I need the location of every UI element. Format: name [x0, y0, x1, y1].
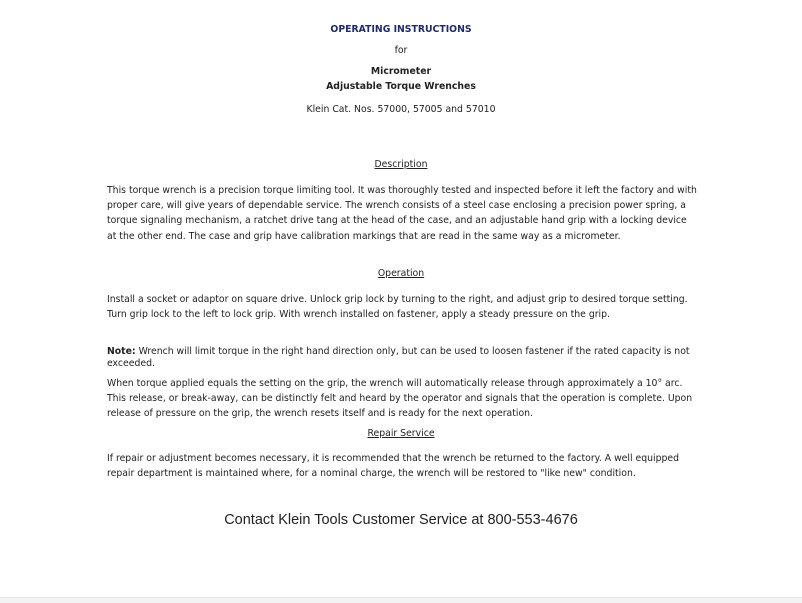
- release-paragraph: When torque applied equals the setting on the grip, the wrench will automatically release through approximately a 10° arc. This release, or break-away, can be distinctly felt and heard by the operator and signals that the operation is complete. Upon release of pressure on the grip, the wrench resets itself and is ready for the next operation.: [107, 378, 693, 420]
- catalog-numbers: Klein Cat. Nos. 57000, 57005 and 57010: [306, 104, 496, 115]
- document-title: OPERATING INSTRUCTIONS: [330, 24, 472, 35]
- page-bottom-edge: [0, 597, 802, 603]
- product-name-line1: Micrometer: [370, 66, 432, 77]
- note-text: Wrench will limit torque in the right hand direction only, but can be used to loosen fastener if the rated capacity is not exceeded.: [107, 346, 690, 369]
- description-heading: Description: [374, 159, 428, 170]
- note-paragraph: [107, 346, 699, 369]
- product-name-line2: Adjustable Torque Wrenches: [326, 81, 476, 92]
- repair-paragraph: If repair or adjustment becomes necessary, it is recommended that the wrench be returned to the factory. A well equipped repair department is maintained where, for a nominal charge, the wrench will be restored to "like new" condition.: [107, 453, 680, 480]
- contact-line: Contact Klein Tools Customer Service at 800-553-4676: [224, 512, 578, 528]
- for-label: for: [394, 45, 408, 56]
- operation-paragraph: Install a socket or adaptor on square drive. Unlock grip lock by turning to the right, and adjust grip to desired torque setting. Turn grip lock to the left to lock grip. With wrench installed on fastener, apply a steady pressure on the grip.: [107, 294, 688, 321]
- note-label: Note:: [107, 346, 136, 357]
- description-paragraph: This torque wrench is a precision torque limiting tool. It was thoroughly tested and inspected before it left the factory and with proper care, will give years of dependable service. The wrench consists of a steel case enclosing a precision power spring, a torque signaling mechanism, a ratchet drive tang at the head of the case, and an adjustable hand grip with a locking device at the other end. The case and grip have calibration markings that are read in the same way as a micrometer.: [107, 185, 697, 242]
- operation-heading: Operation: [377, 268, 425, 279]
- repair-heading: Repair Service: [367, 428, 435, 439]
